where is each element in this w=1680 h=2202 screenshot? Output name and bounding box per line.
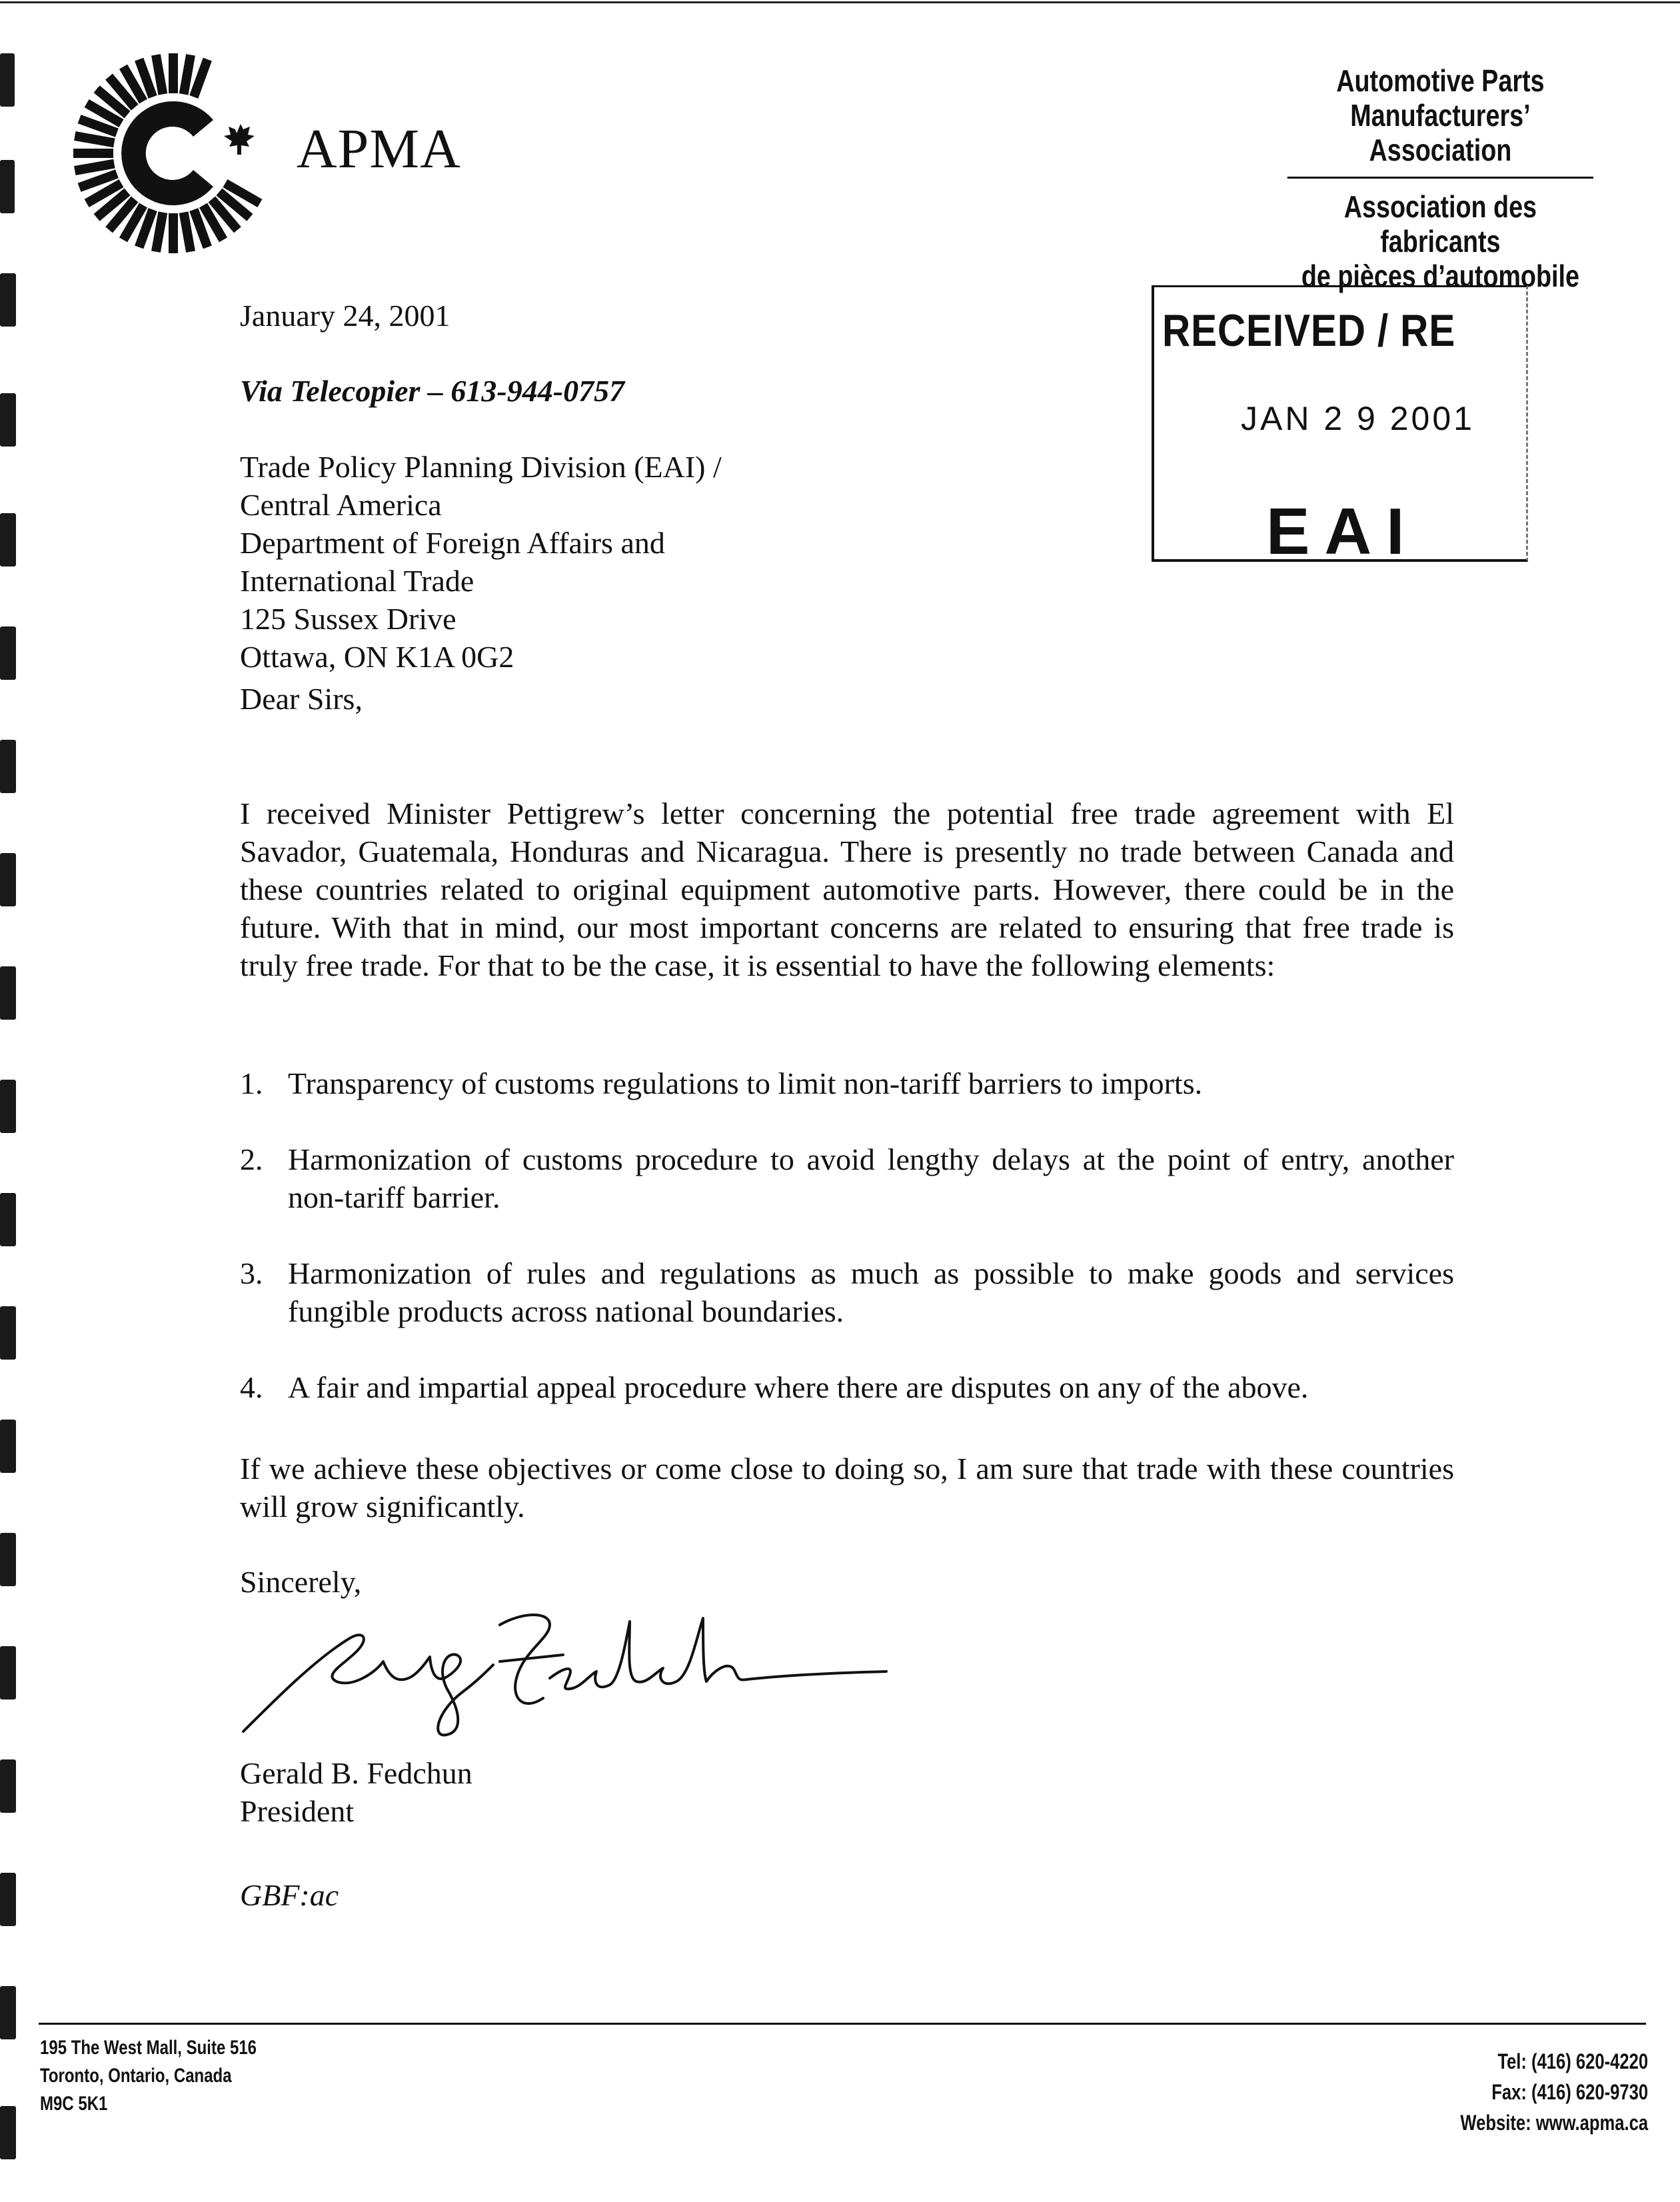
footer-website: Website: www.apma.ca (1460, 2111, 1648, 2135)
reference-initials: GBF:ac (240, 1878, 339, 1912)
signer-name: Gerald B. Fedchun (240, 1756, 472, 1790)
logo-wordmark: APMA (297, 118, 461, 180)
footer-tel: Tel: (416) 620-4220 (1497, 2049, 1648, 2073)
top-edge-rule (0, 1, 1680, 3)
list-item (240, 1254, 1454, 1330)
footer-contact (1460, 2046, 1648, 2138)
closing-paragraph: If we achieve these objectives or come close to doing so, I am sure that trade with these countries will grow significantly. (240, 1452, 1454, 1524)
org-name-en-line-2: Manufacturers’ Association (1350, 98, 1531, 167)
salutation: Dear Sirs, (240, 682, 363, 716)
list-item-text: A fair and impartial appeal procedure where there are disputes on any of the above. (288, 1370, 1309, 1404)
list-item-number: 1. (240, 1066, 263, 1100)
stamp-department: EAI (1266, 495, 1419, 568)
org-name-fr-line-1: Association des fabricants (1343, 189, 1537, 259)
address-line: Central America (240, 488, 442, 522)
list-item-text: Harmonization of rules and regulations as much as possible to make goods and services fungible products across national boundaries. (288, 1256, 1454, 1328)
org-name-divider (1287, 177, 1593, 179)
apma-logo-icon (67, 47, 280, 260)
stamp-date: JAN 2 9 2001 (1241, 400, 1475, 437)
letter-date: January 24, 2001 (240, 299, 450, 333)
received-stamp (1152, 285, 1528, 568)
list-item (240, 1368, 1454, 1406)
footer-address-line: 195 The West Mall, Suite 516 (40, 2037, 257, 2059)
delivery-method: Via Telecopier – 613-944-0757 (240, 374, 625, 408)
address-line: 125 Sussex Drive (240, 602, 456, 636)
list-item-number: 2. (240, 1142, 263, 1176)
list-item-text: Harmonization of customs procedure to avoid lengthy delays at the point of entry, another non-tariff barrier. (288, 1142, 1454, 1214)
address-line: Department of Foreign Affairs and (240, 526, 665, 560)
org-name-en-line-1: Automotive Parts (1336, 63, 1545, 98)
recipient-address (240, 448, 722, 676)
footer-divider (39, 2023, 1646, 2025)
org-name-fr-line-2: de pièces d’automobile (1301, 259, 1579, 293)
closing: Sincerely, (240, 1565, 362, 1599)
handwritten-signature (237, 1598, 890, 1745)
body-paragraph: I received Minister Pettigrew’s letter concerning the potential free trade agreement with El Savador, Guatemala, Honduras and Nicaragua. There is presently no trade between Canada and these countries related to original equipment automotive parts. However, there could be in the future. With that in mind, our most important concerns are related to ensuring that free trade is truly free trade. For that to be the case, it is essential to have the following elements: (240, 796, 1454, 982)
footer-fax: Fax: (416) 620-9730 (1491, 2080, 1648, 2104)
list-item-number: 3. (240, 1256, 263, 1290)
list-item (240, 1140, 1454, 1216)
address-line: International Trade (240, 564, 474, 598)
address-line: Trade Policy Planning Division (EAI) / (240, 450, 722, 484)
stamp-title: RECEIVED / RE (1162, 305, 1456, 356)
concerns-list (240, 1064, 1454, 1444)
binder-margin-marks (0, 53, 33, 2199)
footer-address-line: M9C 5K1 (40, 2093, 108, 2115)
list-item-number: 4. (240, 1370, 263, 1404)
signer-block (240, 1754, 472, 1830)
address-line: Ottawa, ON K1A 0G2 (240, 640, 514, 674)
signer-title: President (240, 1794, 355, 1828)
list-item (240, 1064, 1454, 1102)
list-item-text: Transparency of customs regulations to limit non-tariff barriers to imports. (288, 1066, 1203, 1100)
footer-address (40, 2034, 257, 2118)
organization-name (1287, 63, 1593, 293)
footer-address-line: Toronto, Ontario, Canada (40, 2065, 232, 2087)
